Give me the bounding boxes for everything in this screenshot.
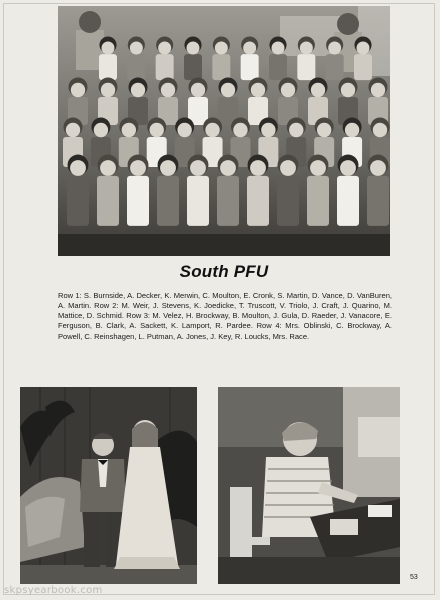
class-roster-caption: Row 1: S. Burnside, A. Decker, K. Merwin, C. Moulton, E. Cronk, S. Martin, D. Vance, D. VanBuren, A. Martin. Row 2: M. Weir, J. Stevens, K. Joedicke, T. Truscott, V. Triolo, J. Craft, J. Quarino, M. Mattice, D. Schmid. Row 3: M. Velez, H. Brockway, B. Moulton, J. Gula, D. Raeder, J. Vanacore, E. Ferguson, B. Clark, A. Sackett, K. Lamport, R. Pardee. Row 4: Mrs. Oblinski, C. Brockway, A. Powell, C. Reinshagen, L. Putman, A. Jones, J. Key, R. Loucks, Mrs. Race. <box>58 291 392 341</box>
class-group-photo <box>58 6 390 256</box>
formal-wear-photo <box>20 387 197 584</box>
page-number: 53 <box>410 574 418 581</box>
class-group-photo-image <box>58 6 390 256</box>
formal-wear-photo-image <box>20 387 197 584</box>
child-at-desk-photo <box>218 387 400 584</box>
watermark-text: skpsyearbook.com <box>4 585 103 596</box>
child-at-desk-photo-image <box>218 387 400 584</box>
section-title: South PFU <box>179 262 269 281</box>
